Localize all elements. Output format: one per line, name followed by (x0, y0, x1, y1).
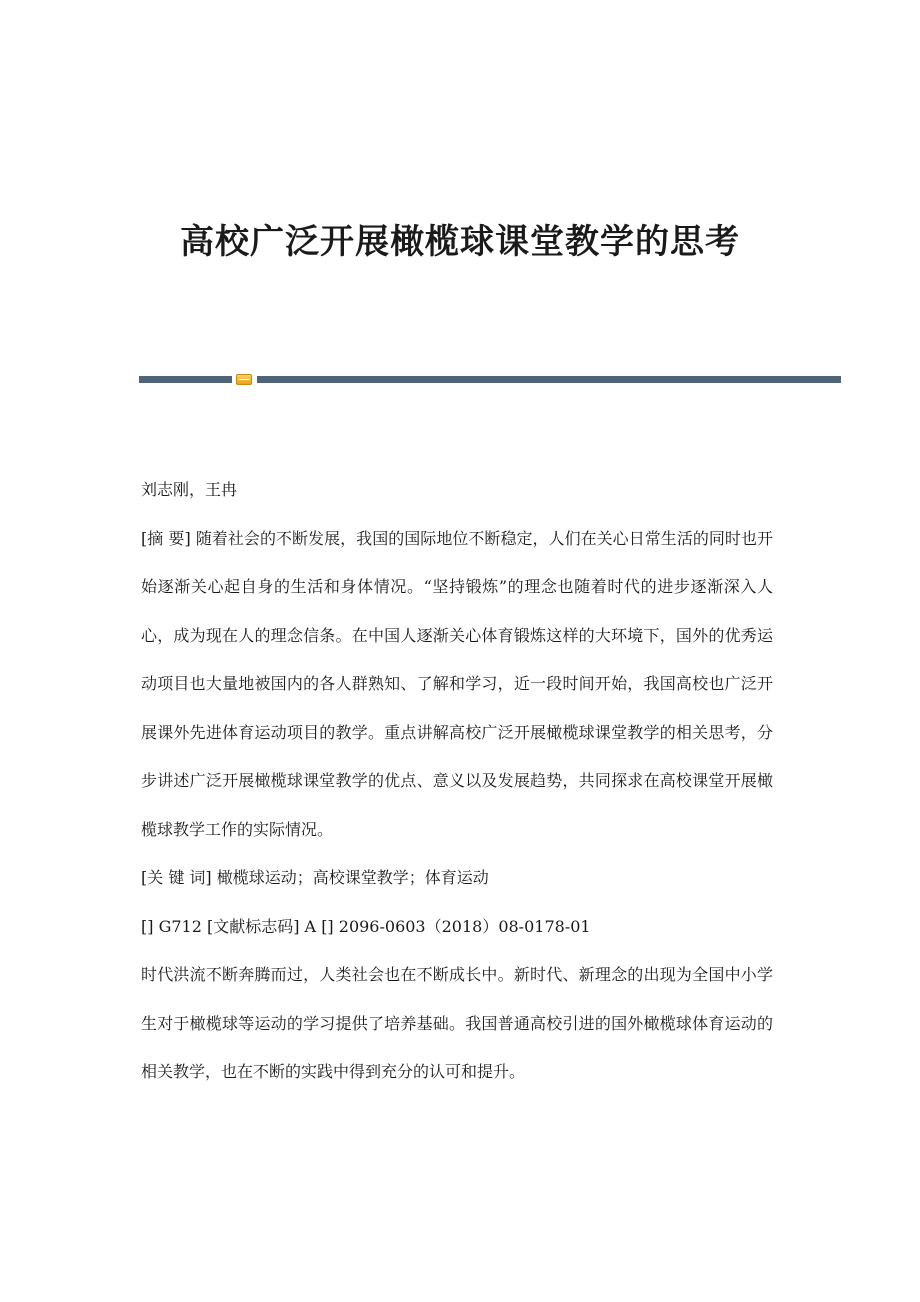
keywords (141, 854, 773, 903)
title-divider (139, 374, 841, 386)
abstract-text: 随着社会的不断发展，我国的国际地位不断稳定，人们在关心日常生活的同时也开始逐渐关心起自身的生活和身体情况。“坚持锻炼”的理念也随着时代的进步逐渐深入人心，成为现在人的理念信条。在中国人逐渐关心体育锻炼这样的大环境下，国外的优秀运动项目也大量地被国内的各人群熟知、了解和学习，近一段时间开始，我国高校也广泛开展课外先进体育运动项目的教学。重点讲解高校广泛开展橄榄球课堂教学的相关思考，分步讲述广泛开展橄榄球课堂教学的优点、意义以及发展趋势，共同探求在高校课堂开展橄榄球教学工作的实际情况。 (141, 528, 773, 839)
divider-bar-left (139, 376, 232, 383)
classification-line: [] G712 [文献标志码] A [] 2096-0603（2018）08-0178-01 (141, 916, 591, 936)
keywords-label: [关 键 词] (141, 868, 212, 887)
abstract-label: [摘 要] (141, 528, 191, 548)
divider-bar-right (257, 376, 841, 383)
keywords-text: 橄榄球运动；高校课堂教学；体育运动 (216, 868, 489, 887)
abstract (141, 515, 773, 855)
divider-ornament-icon (236, 374, 252, 385)
page-title: 高校广泛开展橄榄球课堂教学的思考 (180, 222, 740, 262)
authors: 刘志刚，王冉 (141, 480, 238, 499)
article-content (141, 466, 773, 1097)
body-paragraph: 时代洪流不断奔腾而过，人类社会也在不断成长中。新时代、新理念的出现为全国中小学生对于橄榄球等运动的学习提供了培养基础。我国普通高校引进的国外橄榄球体育运动的相关教学，也在不断的实践中得到充分的认可和提升。 (141, 965, 773, 1081)
